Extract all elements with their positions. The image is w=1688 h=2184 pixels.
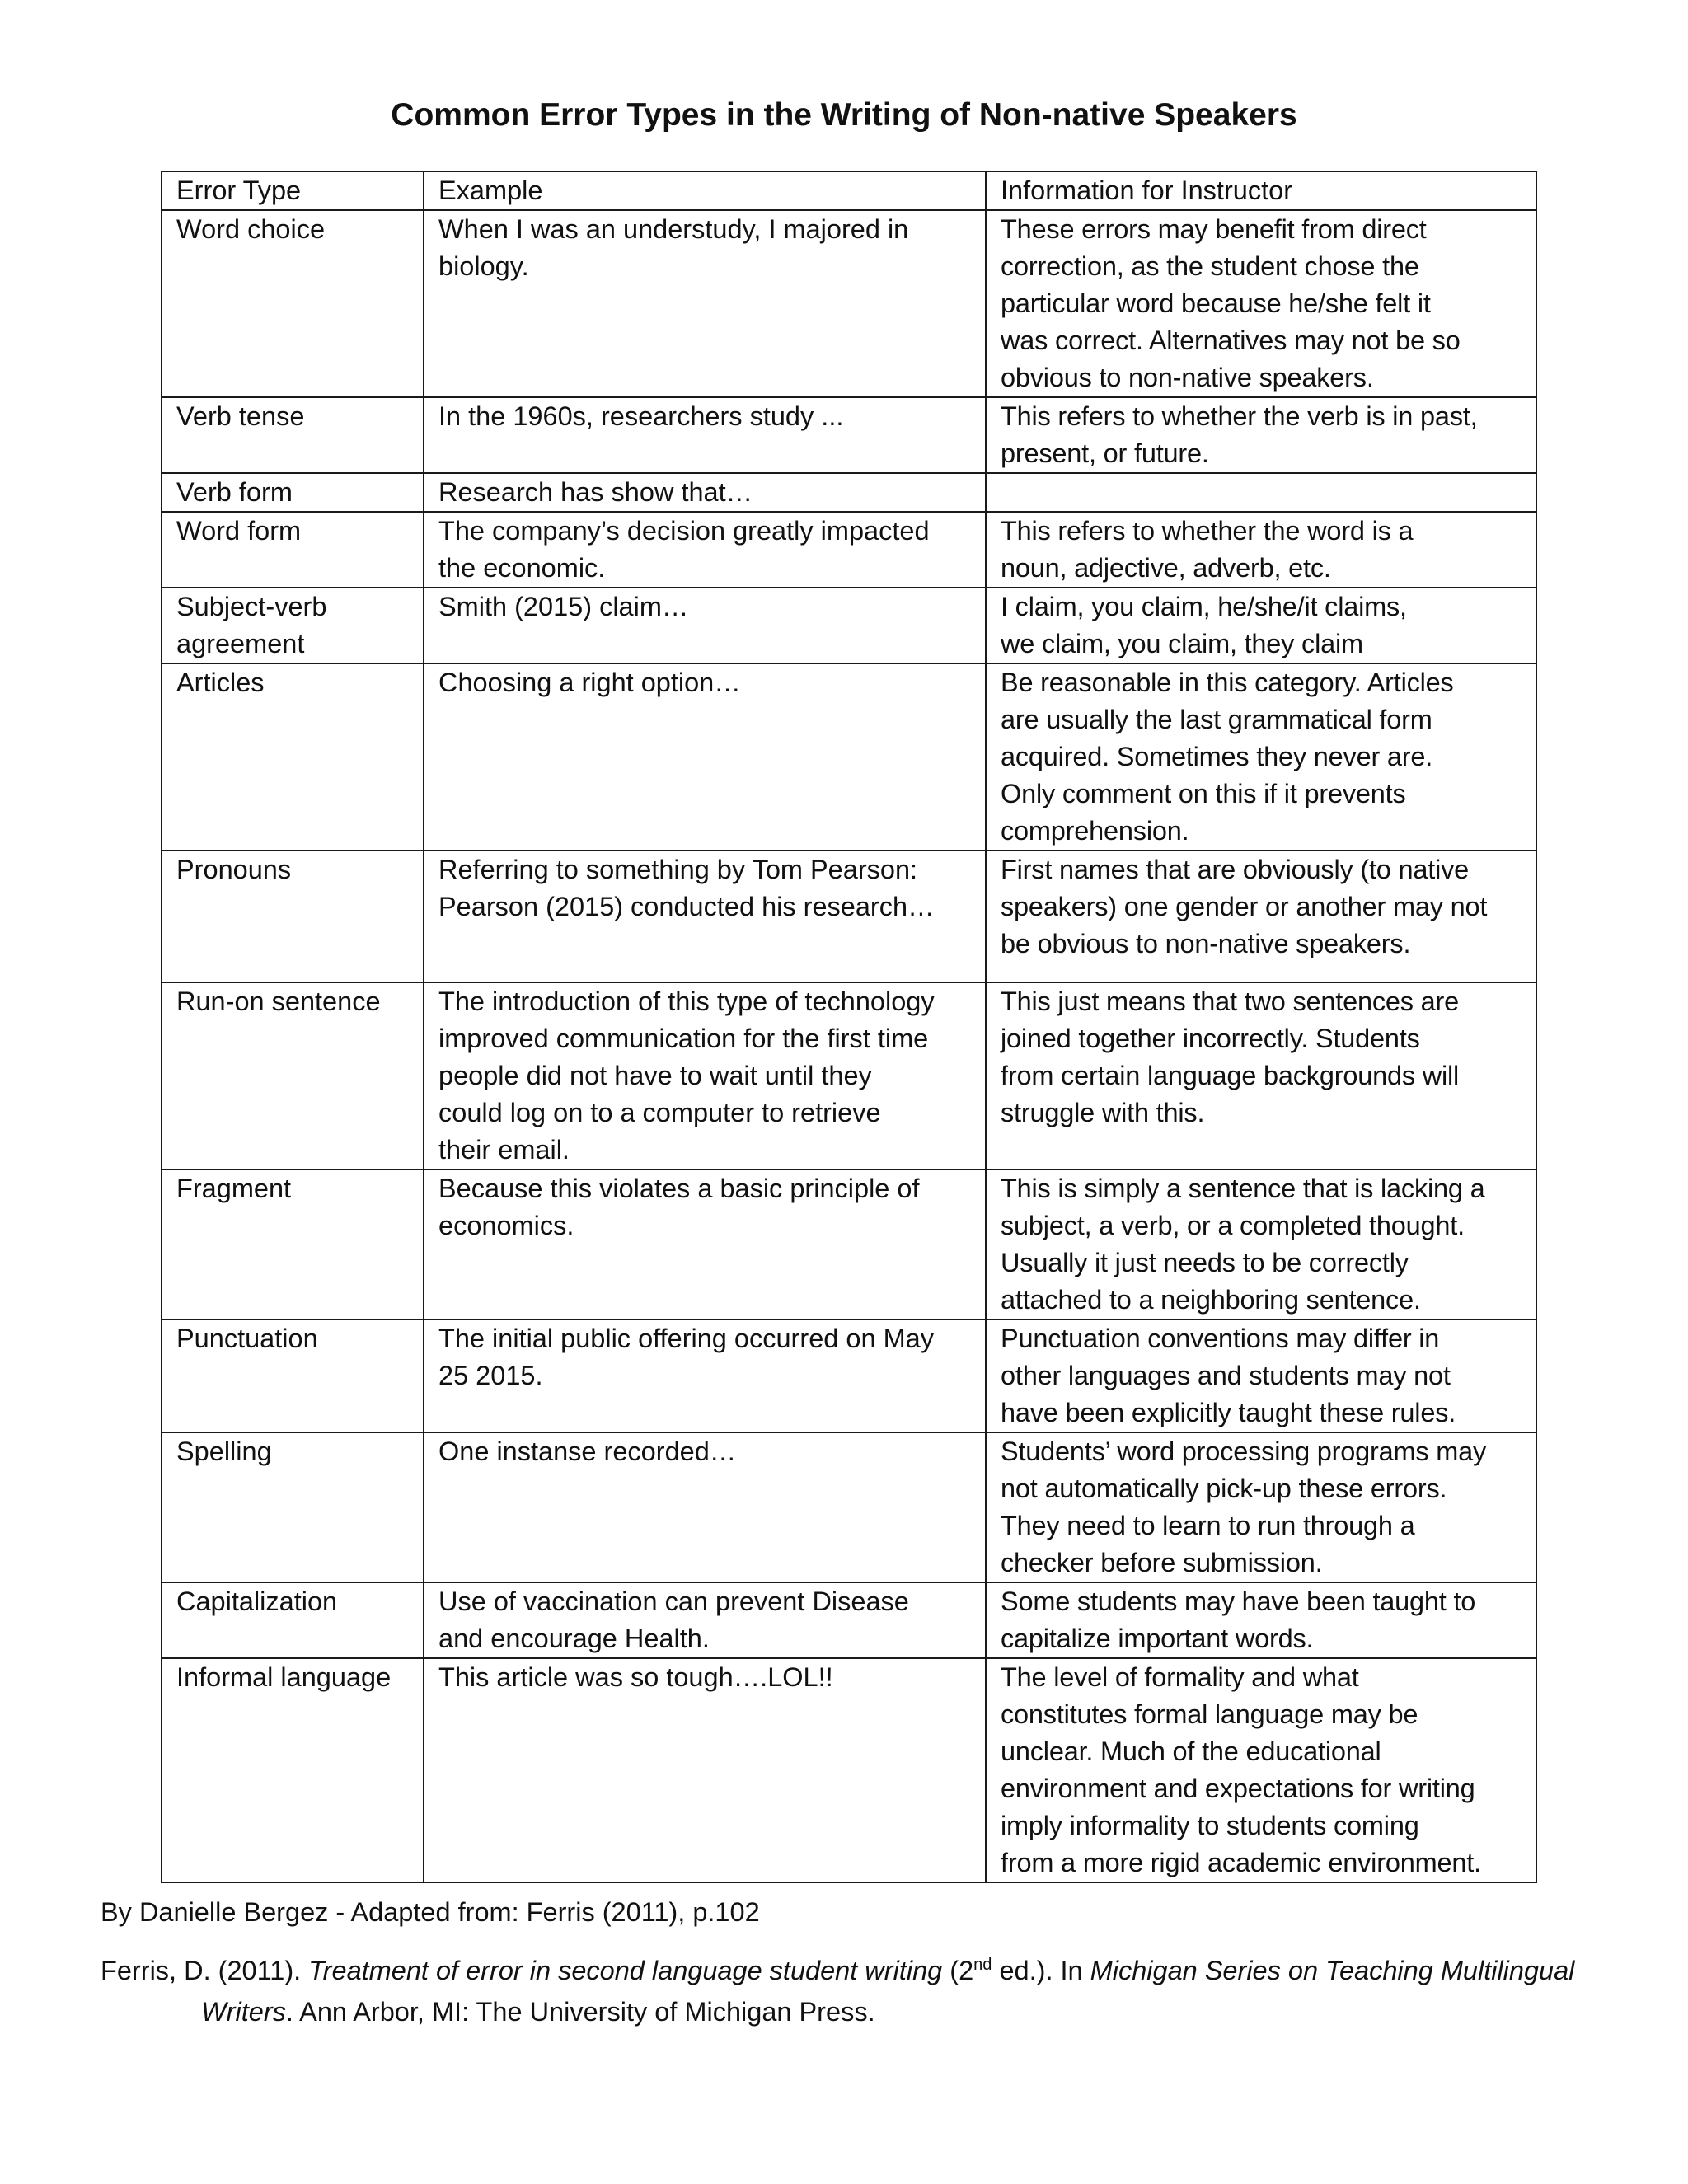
- cell-info: This refers to whether the word is a noun, adjective, adverb, etc.: [986, 512, 1536, 588]
- cell-info: [986, 473, 1536, 512]
- cell-example: Smith (2015) claim…: [424, 588, 986, 663]
- cell-example: In the 1960s, researchers study ...: [424, 397, 986, 473]
- cell-info: Punctuation conventions may differ in other languages and students may not have been explicitly taught these rules.: [986, 1319, 1536, 1432]
- table-row: [162, 397, 1536, 473]
- table-row: [162, 1432, 1536, 1582]
- table-row: [162, 663, 1536, 851]
- header-information-for-instructor: Information for Instructor: [986, 171, 1536, 210]
- table-row: [162, 1319, 1536, 1432]
- cell-error-type: Capitalization: [162, 1582, 424, 1658]
- cell-error-type: Spelling: [162, 1432, 424, 1582]
- reference-edition-close: ed.). In: [992, 1956, 1090, 1985]
- table-row: [162, 210, 1536, 397]
- table-row: [162, 588, 1536, 663]
- cell-example: This article was so tough….LOL!!: [424, 1658, 986, 1882]
- page-title: Common Error Types in the Writing of Non-native Speakers: [391, 97, 1297, 133]
- cell-example: Referring to something by Tom Pearson: Pearson (2015) conducted his research…: [424, 851, 986, 982]
- header-example: Example: [424, 171, 986, 210]
- cell-error-type: Verb form: [162, 473, 424, 512]
- cell-example: When I was an understudy, I majored in biology.: [424, 210, 986, 397]
- table-row: [162, 851, 1536, 982]
- table-row: [162, 1169, 1536, 1319]
- cell-error-type: Word choice: [162, 210, 424, 397]
- cell-example: Use of vaccination can prevent Disease and encourage Health.: [424, 1582, 986, 1658]
- cell-info: The level of formality and what constitutes formal language may be unclear. Much of the educational environment and expectations for writing imply informality to students coming from a more rigid academic environment.: [986, 1658, 1536, 1882]
- cell-info: This just means that two sentences are joined together incorrectly. Students from certain language backgrounds will struggle with this.: [986, 982, 1536, 1169]
- cell-info: Be reasonable in this category. Articles are usually the last grammatical form acquired. Sometimes they never are. Only comment on this if it prevents comprehension.: [986, 663, 1536, 851]
- table-header-row: [162, 171, 1536, 210]
- cell-error-type: Word form: [162, 512, 424, 588]
- cell-example: Choosing a right option…: [424, 663, 986, 851]
- cell-error-type: Fragment: [162, 1169, 424, 1319]
- table-row: [162, 982, 1536, 1169]
- cell-example: One instanse recorded…: [424, 1432, 986, 1582]
- cell-error-type: Articles: [162, 663, 424, 851]
- cell-error-type: Punctuation: [162, 1319, 424, 1432]
- reference-book-title: Treatment of error in second language student writing: [308, 1956, 943, 1985]
- reference-series: Michigan Series on Teaching Multilingual Writers: [201, 1956, 1575, 2027]
- cell-info: This is simply a sentence that is lacking a subject, a verb, or a completed thought. Usually it just needs to be correctly attached to a neighboring sentence.: [986, 1169, 1536, 1319]
- cell-info: This refers to whether the verb is in past, present, or future.: [986, 397, 1536, 473]
- attribution-line: By Danielle Bergez - Adapted from: Ferris (2011), p.102: [101, 1897, 760, 1927]
- cell-error-type: Pronouns: [162, 851, 424, 982]
- cell-error-type: Run-on sentence: [162, 982, 424, 1169]
- cell-info: First names that are obviously (to native speakers) one gender or another may not be obvious to non-native speakers.: [986, 851, 1536, 982]
- table-row: [162, 1582, 1536, 1658]
- reference-author: Ferris, D. (2011).: [101, 1956, 309, 1985]
- cell-example: The introduction of this type of technology improved communication for the first time people did not have to wait until they could log on to a computer to retrieve their email.: [424, 982, 986, 1169]
- reference-edition-open: (2: [942, 1956, 974, 1985]
- cell-info: These errors may benefit from direct correction, as the student chose the particular word because he/she felt it was correct. Alternatives may not be so obvious to non-native speakers.: [986, 210, 1536, 397]
- table-row: [162, 473, 1536, 512]
- table-row: [162, 1658, 1536, 1882]
- reference-citation: [101, 1950, 1652, 2032]
- header-error-type: Error Type: [162, 171, 424, 210]
- error-types-table: [161, 171, 1537, 1883]
- cell-example: The company’s decision greatly impacted the economic.: [424, 512, 986, 588]
- cell-example: The initial public offering occurred on May 25 2015.: [424, 1319, 986, 1432]
- cell-example: Research has show that…: [424, 473, 986, 512]
- cell-error-type: Subject-verb agreement: [162, 588, 424, 663]
- cell-info: Some students may have been taught to capitalize important words.: [986, 1582, 1536, 1658]
- reference-publisher: . Ann Arbor, MI: The University of Michigan Press.: [285, 1997, 875, 2027]
- reference-edition-superscript: nd: [973, 1956, 992, 1975]
- table-row: [162, 512, 1536, 588]
- cell-info: I claim, you claim, he/she/it claims, we claim, you claim, they claim: [986, 588, 1536, 663]
- cell-error-type: Informal language: [162, 1658, 424, 1882]
- cell-error-type: Verb tense: [162, 397, 424, 473]
- cell-info: Students’ word processing programs may not automatically pick-up these errors. They need to learn to run through a checker before submission.: [986, 1432, 1536, 1582]
- cell-example: Because this violates a basic principle of economics.: [424, 1169, 986, 1319]
